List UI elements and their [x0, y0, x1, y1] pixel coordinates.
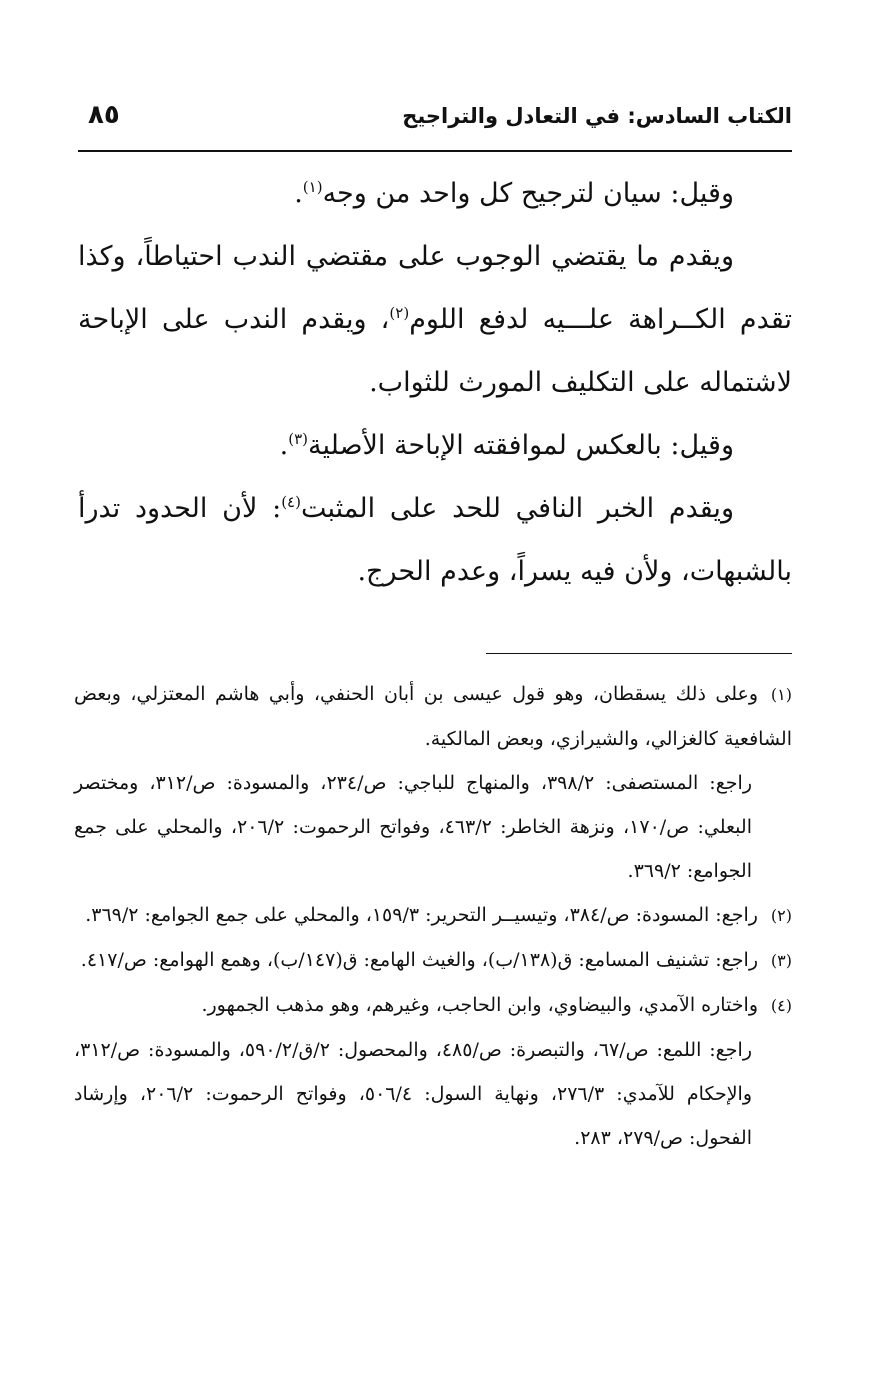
footnote-text: راجع: اللمع: ص/٦٧، والتبصرة: ص/٤٨٥، والمحصول: ٢/ق/٥٩٠/٢، والمسودة: ص/٣١٢، والإحكام للآمدي: ٢٧٦/٣، ونهاية السول: ٥٠٦/٤، وفواتح الرحموت: ٢٠٦/٢، وإرشاد الفحول: ص/٢٧٩، ٢٨٣. [74, 1039, 753, 1149]
paragraph-3-text: وقيل: بالعكس لموافقته الإباحة الأصلية [308, 430, 734, 461]
running-title: الكتاب السادس: في التعادل والتراجيح [402, 104, 792, 128]
paragraph-2-text-a: ويقدم ما يقتضي الوجوب على مقتضي الندب احتياطاً، وكذا تقدم الكــراهة علـــيه لدفع اللوم [78, 241, 792, 335]
footnote-4 [74, 983, 792, 1028]
footnote-ref-1: (١) [302, 178, 323, 196]
paragraph-1-text: وقيل: سيان لترجيح كل واحد من وجه [322, 178, 734, 209]
footnote-number: (٣) [770, 951, 792, 970]
paragraph-3 [78, 414, 792, 477]
footnote-1-continuation [74, 761, 792, 893]
paragraph-3-end: . [279, 430, 289, 461]
footnote-ref-2: (٢) [389, 304, 410, 322]
footnote-text: راجع: تشنيف المسامع: ق(١٣٨/ب)، والغيث الهامع: ق(١٤٧/ب)، وهمع الهوامع: ص/٤١٧. [80, 949, 758, 971]
paragraph-4-text-a: ويقدم الخبر النافي للحد على المثبت [300, 493, 734, 524]
main-text [78, 162, 792, 603]
page-number: ٨٥ [88, 100, 120, 130]
footnote-ref-4: (٤) [281, 493, 301, 511]
footnote-text: راجع: المستصفى: ٣٩٨/٢، والمنهاج للباجي: ص/٢٣٤، والمسودة: ص/٣١٢، ومختصر البعلي: ص/١٧٠، ونزهة الخاطر: ٤٦٣/٢، وفواتح الرحموت: ٢٠٦/٢، والمحلي على جمع الجوامع: ٣٦٩/٢. [74, 772, 753, 882]
footnote-2 [74, 893, 792, 938]
header-rule [78, 150, 792, 152]
footnote-text: واختاره الآمدي، والبيضاوي، وابن الحاجب، وغيرهم، وهو مذهب الجمهور. [201, 994, 758, 1016]
footnote-3 [74, 938, 792, 983]
footnote-text: راجع: المسودة: ص/٣٨٤، وتيسيــر التحرير: ١٥٩/٣، والمحلي على جمع الجوامع: ٣٦٩/٢. [85, 904, 758, 926]
paragraph-1-end: . [294, 178, 303, 209]
footnote-number: (٤) [770, 996, 792, 1015]
footnote-ref-3: (٣) [288, 430, 309, 448]
footnote-number: (١) [770, 685, 792, 704]
footnote-1 [74, 672, 792, 761]
paragraph-2 [78, 225, 792, 414]
paragraph-1 [78, 162, 792, 225]
footnote-number: (٢) [770, 906, 792, 925]
paragraph-4 [78, 477, 792, 603]
footnotes [74, 672, 792, 1160]
paragraph-2-text-b: ، ويقدم الندب على الإباحة لاشتماله على التكليف المورث للثواب. [78, 304, 792, 398]
paragraph-4-text-b: : لأن الحدود تدرأ بالشبهات، ولأن فيه يسراً، وعدم الحرج. [78, 493, 792, 587]
footnote-4-continuation [74, 1028, 792, 1160]
footnote-separator [486, 653, 792, 654]
page-header [78, 100, 792, 142]
footnote-text: وعلى ذلك يسقطان، وهو قول عيسى بن أبان الحنفي، وأبي هاشم المعتزلي، وبعض الشافعية كالغزالي، والشيرازي، وبعض المالكية. [74, 683, 792, 750]
